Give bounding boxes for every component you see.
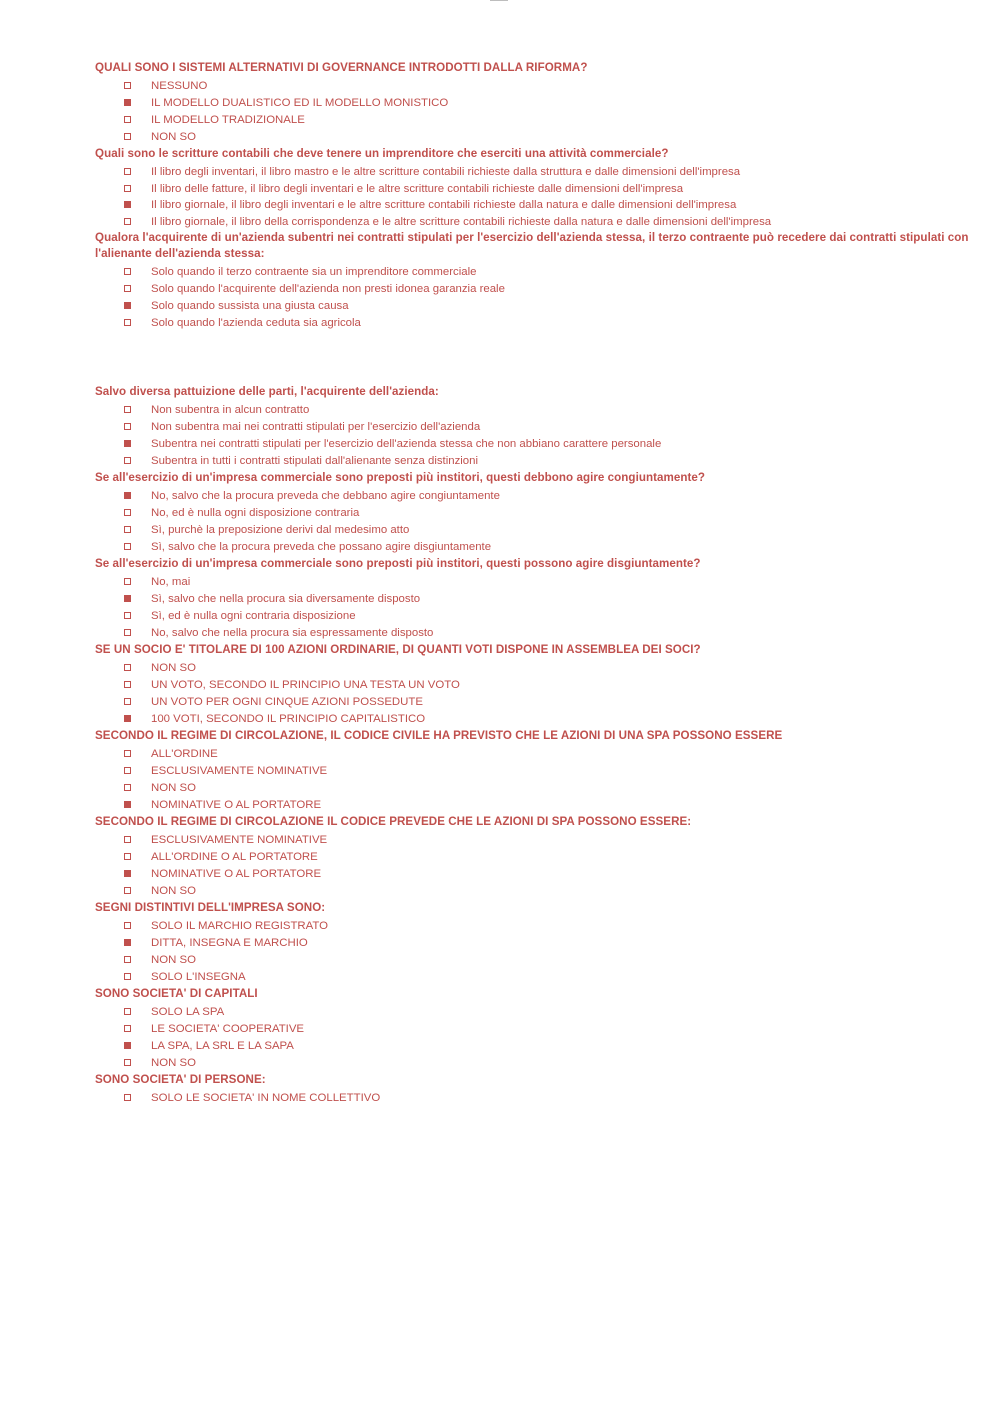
answer-option [95, 849, 975, 866]
unchecked-box-icon [124, 285, 131, 292]
unchecked-box-icon [124, 853, 131, 860]
checked-box-icon [124, 595, 131, 602]
answer-option [95, 1090, 975, 1107]
question-block [95, 900, 975, 986]
answer-label: NON SO [151, 131, 196, 143]
answer-option [95, 797, 975, 814]
checked-box-icon [124, 870, 131, 877]
unchecked-box-icon [124, 133, 131, 140]
page-gap [95, 332, 975, 384]
question-text: SONO SOCIETA' DI CAPITALI [95, 987, 258, 1000]
question-text: Salvo diversa pattuizione delle parti, l'acquirente dell'azienda: [95, 385, 439, 398]
answer-option [95, 181, 975, 198]
answer-option [95, 866, 975, 883]
question-block [95, 642, 975, 728]
answer-label: IL MODELLO DUALISTICO ED IL MODELLO MONISTICO [151, 97, 449, 109]
answer-label: No, mai [151, 576, 191, 588]
answer-option [95, 574, 975, 591]
answer-option [95, 883, 975, 900]
answer-label: Il libro giornale, il libro degli inventari e le altre scritture contabili richieste dalla natura e dalle dimensioni dell'impresa [151, 199, 737, 211]
answer-list [95, 574, 975, 642]
unchecked-box-icon [124, 406, 131, 413]
unchecked-box-icon [124, 612, 131, 619]
checked-box-icon [124, 99, 131, 106]
answer-option [95, 625, 975, 642]
unchecked-box-icon [124, 922, 131, 929]
question-block [95, 986, 975, 1072]
unchecked-box-icon [124, 664, 131, 671]
answer-label: Sì, salvo che la procura preveda che possano agire disgiuntamente [151, 541, 492, 553]
page-number-marker [490, 0, 508, 1]
unchecked-box-icon [124, 784, 131, 791]
answer-label: SOLO L'INSEGNA [151, 971, 246, 983]
answer-option [95, 264, 975, 281]
checked-box-icon [124, 1042, 131, 1049]
answer-label: Subentra nei contratti stipulati per l'esercizio dell'azienda stessa che non abbiano carattere personale [151, 438, 662, 450]
unchecked-box-icon [124, 956, 131, 963]
unchecked-box-icon [124, 1008, 131, 1015]
answer-option [95, 746, 975, 763]
question-block [95, 814, 975, 900]
checked-box-icon [124, 302, 131, 309]
checked-box-icon [124, 801, 131, 808]
answer-label: IL MODELLO TRADIZIONALE [151, 114, 305, 126]
checked-box-icon [124, 715, 131, 722]
answer-option [95, 419, 975, 436]
unchecked-box-icon [124, 543, 131, 550]
answer-option [95, 660, 975, 677]
answer-option [95, 1055, 975, 1072]
unchecked-box-icon [124, 973, 131, 980]
answer-option [95, 608, 975, 625]
answer-label: No, ed è nulla ogni disposizione contraria [151, 507, 360, 519]
answer-label: Il libro giornale, il libro della corrispondenza e le altre scritture contabili richieste dalla natura e dalle dimensioni dell'impresa [151, 215, 772, 228]
answer-label: Il libro delle fatture, il libro degli inventari e le altre scritture contabili richieste dalle dimensioni dell'impresa [151, 182, 684, 195]
answer-label: NON SO [151, 662, 196, 674]
answer-list [95, 918, 975, 986]
answer-label: DITTA, INSEGNA E MARCHIO [151, 937, 308, 949]
question-block [95, 230, 975, 332]
answer-label: NON SO [151, 885, 196, 897]
answer-label: ALL'ORDINE [151, 748, 218, 760]
checked-box-icon [124, 201, 131, 208]
answer-label: NOMINATIVE O AL PORTATORE [151, 799, 322, 811]
answer-list [95, 660, 975, 728]
question-block [95, 470, 975, 556]
unchecked-box-icon [124, 681, 131, 688]
answer-option [95, 488, 975, 505]
answer-option [95, 112, 975, 129]
answer-label: Il libro degli inventari, il libro mastro e le altre scritture contabili richieste dalla struttura e dalle dimensioni dell'impresa [151, 166, 741, 178]
answer-label: NON SO [151, 1057, 196, 1069]
answer-label: Solo quando sussista una giusta causa [151, 300, 349, 312]
answer-label: Sì, purchè la preposizione derivi dal medesimo atto [151, 524, 410, 536]
answer-option [95, 164, 975, 181]
answer-option [95, 711, 975, 728]
unchecked-box-icon [124, 457, 131, 464]
answer-label: No, salvo che nella procura sia espressamente disposto [151, 627, 434, 639]
unchecked-box-icon [124, 1059, 131, 1066]
answer-option [95, 129, 975, 146]
unchecked-box-icon [124, 268, 131, 275]
answer-label: NON SO [151, 782, 196, 794]
answer-label: 100 VOTI, SECONDO IL PRINCIPIO CAPITALISTICO [151, 713, 426, 725]
unchecked-box-icon [124, 319, 131, 326]
answer-option [95, 952, 975, 969]
answer-option [95, 281, 975, 298]
answer-label: ESCLUSIVAMENTE NOMINATIVE [151, 765, 328, 777]
answer-label: Solo quando il terzo contraente sia un imprenditore commerciale [151, 266, 477, 278]
answer-option [95, 298, 975, 315]
unchecked-box-icon [124, 750, 131, 757]
answer-label: UN VOTO PER OGNI CINQUE AZIONI POSSEDUTE [151, 696, 423, 708]
checked-box-icon [124, 939, 131, 946]
question-text: SE UN SOCIO E' TITOLARE DI 100 AZIONI ORDINARIE, DI QUANTI VOTI DISPONE IN ASSEMBLEA DEI SOCI? [95, 643, 701, 656]
unchecked-box-icon [124, 509, 131, 516]
unchecked-box-icon [124, 168, 131, 175]
answer-option [95, 453, 975, 470]
answer-option [95, 763, 975, 780]
question-block [95, 60, 975, 146]
answer-list [95, 264, 975, 332]
answer-list [95, 164, 975, 230]
answer-label: Non subentra in alcun contratto [151, 404, 310, 416]
question-block [95, 146, 975, 230]
unchecked-box-icon [124, 698, 131, 705]
unchecked-box-icon [124, 887, 131, 894]
answer-option [95, 1021, 975, 1038]
answer-label: NESSUNO [151, 80, 208, 92]
answer-label: SOLO LA SPA [151, 1006, 225, 1018]
answer-list [95, 1090, 975, 1107]
answer-label: Solo quando l'acquirente dell'azienda non presti idonea garanzia reale [151, 283, 505, 295]
answer-label: SOLO IL MARCHIO REGISTRATO [151, 920, 329, 932]
answer-option [95, 436, 975, 453]
question-block [95, 384, 975, 470]
unchecked-box-icon [124, 1094, 131, 1101]
answer-option [95, 1004, 975, 1021]
answer-option [95, 591, 975, 608]
question-text: Se all'esercizio di un'impresa commerciale sono preposti più institori, questi debbono agire congiuntamente? [95, 471, 706, 484]
question-text: Qualora l'acquirente di un'azienda subentri nei contratti stipulati per l'esercizio dell'azienda stessa, il terzo contraente può recedere dai contratti stipulati con l'alienante dell'azienda stessa: [95, 231, 969, 260]
answer-option [95, 1038, 975, 1055]
question-block [95, 728, 975, 814]
answer-option [95, 78, 975, 95]
answer-label: Non subentra mai nei contratti stipulati per l'esercizio dell'azienda [151, 421, 481, 433]
question-text: SECONDO IL REGIME DI CIRCOLAZIONE, IL CODICE CIVILE HA PREVISTO CHE LE AZIONI DI UNA SPA POSSONO ESSERE [95, 729, 783, 742]
answer-option [95, 95, 975, 112]
answer-option [95, 539, 975, 556]
answer-option [95, 197, 975, 214]
unchecked-box-icon [124, 578, 131, 585]
answer-label: NOMINATIVE O AL PORTATORE [151, 868, 322, 880]
answer-option [95, 505, 975, 522]
question-text: SONO SOCIETA' DI PERSONE: [95, 1073, 266, 1086]
unchecked-box-icon [124, 1025, 131, 1032]
answer-label: LE SOCIETA' COOPERATIVE [151, 1023, 305, 1035]
quiz-document [95, 60, 975, 1107]
answer-option [95, 918, 975, 935]
unchecked-box-icon [124, 185, 131, 192]
unchecked-box-icon [124, 526, 131, 533]
unchecked-box-icon [124, 629, 131, 636]
unchecked-box-icon [124, 423, 131, 430]
answer-list [95, 488, 975, 556]
unchecked-box-icon [124, 836, 131, 843]
unchecked-box-icon [124, 116, 131, 123]
answer-option [95, 214, 975, 231]
answer-option [95, 315, 975, 332]
answer-list [95, 402, 975, 470]
answer-option [95, 522, 975, 539]
answer-option [95, 677, 975, 694]
question-block [95, 1072, 975, 1107]
answer-list [95, 1004, 975, 1072]
answer-label: NON SO [151, 954, 196, 966]
answer-list [95, 78, 975, 146]
answer-option [95, 935, 975, 952]
answer-label: ESCLUSIVAMENTE NOMINATIVE [151, 834, 328, 846]
answer-label: No, salvo che la procura preveda che debbano agire congiuntamente [151, 490, 500, 502]
answer-label: Subentra in tutti i contratti stipulati dall'alienante senza distinzioni [151, 455, 478, 467]
answer-option [95, 402, 975, 419]
question-text: Quali sono le scritture contabili che deve tenere un imprenditore che eserciti una attività commerciale? [95, 147, 669, 160]
answer-option [95, 780, 975, 797]
answer-option [95, 832, 975, 849]
answer-option [95, 969, 975, 986]
answer-list [95, 746, 975, 814]
question-text: QUALI SONO I SISTEMI ALTERNATIVI DI GOVERNANCE INTRODOTTI DALLA RIFORMA? [95, 61, 588, 74]
answer-label: UN VOTO, SECONDO IL PRINCIPIO UNA TESTA UN VOTO [151, 679, 460, 691]
question-block [95, 556, 975, 642]
unchecked-box-icon [124, 767, 131, 774]
unchecked-box-icon [124, 82, 131, 89]
question-text: SEGNI DISTINTIVI DELL'IMPRESA SONO: [95, 901, 326, 914]
checked-box-icon [124, 440, 131, 447]
question-text: SECONDO IL REGIME DI CIRCOLAZIONE IL CODICE PREVEDE CHE LE AZIONI DI SPA POSSONO ESSERE: [95, 815, 692, 828]
answer-label: ALL'ORDINE O AL PORTATORE [151, 851, 318, 863]
answer-label: LA SPA, LA SRL E LA SAPA [151, 1040, 294, 1052]
checked-box-icon [124, 492, 131, 499]
answer-label: Sì, ed è nulla ogni contraria disposizione [151, 610, 356, 622]
answer-label: Solo quando l'azienda ceduta sia agricola [151, 317, 361, 329]
answer-label: SOLO LE SOCIETA' IN NOME COLLETTIVO [151, 1092, 381, 1104]
answer-option [95, 694, 975, 711]
answer-list [95, 832, 975, 900]
question-text: Se all'esercizio di un'impresa commerciale sono preposti più institori, questi possono agire disgiuntamente? [95, 557, 701, 570]
answer-label: Sì, salvo che nella procura sia diversamente disposto [151, 593, 421, 605]
unchecked-box-icon [124, 218, 131, 225]
